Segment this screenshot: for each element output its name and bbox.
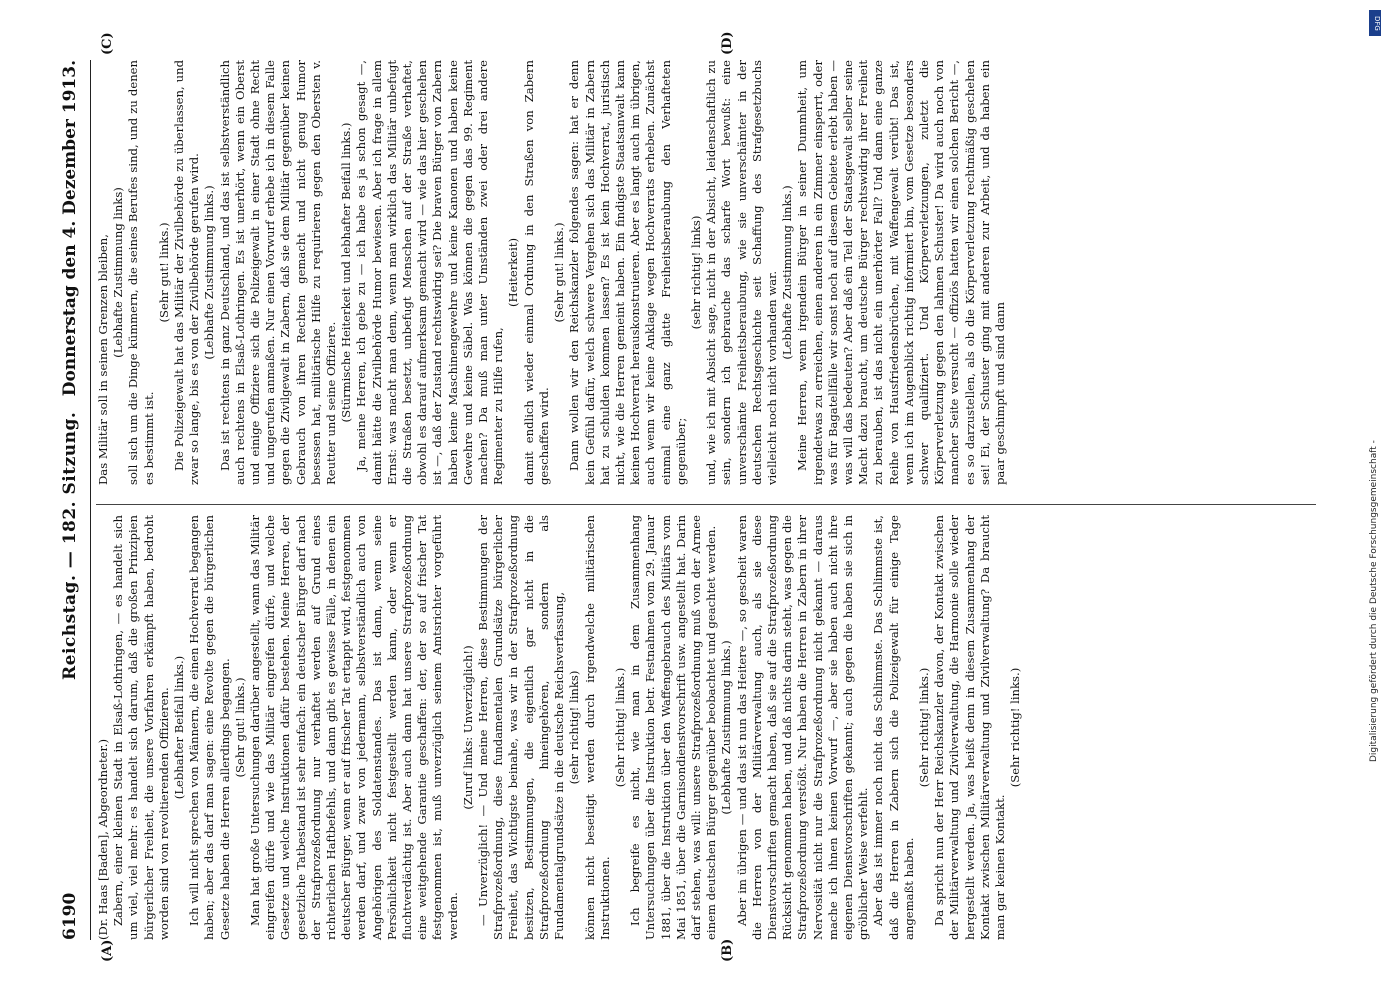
interjection: (Sehr gut! links.) — [156, 222, 171, 323]
paragraph: Da spricht nun der Herr Reichskanzler davon, der Kontakt zwischen der Militärverwaltung und Zivilverwaltung, die Harmonie solle wieder hergestellt werden. Ja, was heißt denn in diesem Zusammenhang der Kontakt zwischen Militärverwaltung und Zivilverwaltung? Da braucht man gar keinen Kontakt. — [932, 515, 1007, 940]
paragraph: Aber im übrigen — und das ist nun das Heitere —, so gescheit waren die Herren von der Militärverwaltung auch, als sie diese Dienstvorschriften gemacht haben, daß sie auf die Strafprozeßordnung Rücksicht genommen haben, und daß nichts darin steht, was gegen die Strafprozeßordnung verstößt. Nur haben die Herren in Zabern in ihrer Nervosität nicht nur die Strafprozeßordnung nicht gekannt — daraus mache ich ihnen keinen Vorwurf —, aber sie haben auch nicht ihre eigenen Dienstvorschriften gekannt; auch gegen die haben sie sich in gröblicher Weise verfehlt. — [734, 515, 871, 940]
interjection: (Stürmische Heiterkeit und lebhafter Beifall links.) — [339, 122, 354, 423]
interjection: (Sehr richtig! links.) — [1008, 667, 1023, 788]
header-rule — [90, 60, 91, 940]
interjection: (Sehr gut! links.) — [552, 222, 567, 323]
margin-marker-d: (D) — [720, 31, 735, 55]
margin-marker-b: (B) — [720, 938, 735, 962]
paragraph: Zabern, einer kleinen Stadt in Elsaß-Lothringen, — es handelt sich um viel, viel mehr: es handelt sich darum, daß die großen Prinzipien bürgerlicher Freiheit, die unsere Vorfahren erkämpft haben, bedroht worden sind von revoltierenden Offizieren. — [111, 515, 171, 940]
interjection: (Sehr gut! links.) — [232, 677, 247, 778]
interjection: (Zuruf links: Unverzüglich!) — [460, 645, 475, 810]
paragraph: soll sich um die Dinge kümmern, die seines Berufes sind, und zu denen es bestimmt ist. — [126, 60, 156, 485]
column-divider — [96, 504, 1316, 505]
interjection: (Lebhafte Zustimmung links.) — [780, 185, 795, 360]
paragraph: und, wie ich mit Absicht sage, nicht in der Absicht, leidenschaftlich zu sein, sondern ich gebrauche das scharfe Wort bewußt: eine unverschämte Freiheitsberaubung, wie sie unverschämter in der deutschen Rechtsgeschichte seit Schaffung des Strafgesetzbuchs vielleicht noch nicht vorhanden war. — [704, 60, 779, 485]
page-number: 6190 — [60, 892, 80, 940]
paragraph: Man hat große Untersuchungen darüber angestellt, wann das Militär eingreifen dürfe und wie das Militär eingreifen dürfe, und welche Gesetze und welche Instruktionen dafür bestehen. Meine Herren, der gesetzliche Tatbestand ist sehr einfach: ein deutscher Bürger darf nach der Strafprozeßordnung nur verhaftet werden auf Grund eines richterlichen Haftbefehls, und dann gibt es gewisse Fälle, in denen ein deutscher Bürger, wenn er auf frischer Tat ertappt wird, festgenommen werden darf, und zwar von jedermann, selbstverständlich auch von Angehörigen des Soldatenstandes. Das ist dann, wenn seine Persönlichkeit nicht festgestellt werden kann, oder wenn er fluchtverdächtig ist. Aber auch dann hat unsere Strafprozeßordnung eine weitgehende Garantie geschaffen: der, der so auf frischer Tat festgenommen ist, muß unverzüglich seinem Amtsrichter vorgeführt werden. — [248, 515, 460, 940]
margin-marker-c: (C) — [100, 32, 115, 55]
paragraph: Das ist rechtens in ganz Deutschland, und das ist selbstverständlich auch rechtens in Elsaß-Lothringen. Es ist unerhört, wenn ein Oberst und einige Offiziere sich die Polizeigewalt in einer Stadt ohne Recht und ungerufen anmaßen. Nur einen Vorwurf erhebe ich in diesem Falle gegen die Zivilgewalt in Zabern, daß sie dem Militär gegenüber keinen Gebrauch von ihren Rechten gemacht und nicht genug Humor besessen hat, militärische Hilfe zu requirieren gegen den Obersten v. Reutter und seine Offiziere. — [217, 60, 339, 485]
paragraph: Ja, meine Herren, ich gebe zu — ich habe es ja schon gesagt —, damit hätte die Zivilbehörde Humor bewiesen. Aber ich frage in allem Ernst: was macht man denn, wenn man wirklich das Militär unbefugt die Straßen besetzt, unbefugt Menschen auf der Straße verhaftet, obwohl es darauf aufmerksam gemacht wird — wie das hier geschehen ist —, daß der Zustand rechtswidrig sei? Die braven Bürger von Zabern haben keine Maschinengewehre und keine Kanonen und haben keine Gewehre und keine Säbel. Was können die gegen das 99. Regiment machen? Da muß man unter Umständen zwei oder drei andere Regimenter zu Hilfe rufen, — [354, 60, 506, 485]
interjection: (sehr richtig! links) — [688, 215, 703, 330]
credit-text: Digitalisierung gefördert durch die Deutsche Forschungsgemeinschaft - — [1369, 440, 1379, 762]
interjection: (Sehr richtig! links.) — [916, 667, 931, 788]
interjection: (Lebhafte Zustimmung links) — [111, 187, 126, 358]
paragraph: Aber das ist immer noch nicht das Schlimmste. Das Schlimmste ist, daß die Herren in Zabern sich die Polizeigewalt für einige Tage angemaßt haben. — [871, 515, 916, 940]
interjection: (Sehr richtig! links.) — [612, 667, 627, 788]
paragraph: Ich begreife es nicht, wie man in dem Zusammenhang Untersuchungen über die Instruktion betr. Festnahmen vom 29. Januar 1881, über die Instruktion über den Waffengebrauch des Militärs vom Mai 1851, über die Garnisondienstvorschrift usw. angestellt hat. Darin darf stehen, was will: unsere Strafprozeßordnung muß von der Armee einem deutschen Bürger gegenüber beobachtet und geachtet werden. — [628, 515, 719, 940]
paragraph: Meine Herren, wenn irgendein Bürger in seiner Dummheit, um irgendetwas zu erreichen, einen anderen in ein Zimmer einsperrt, oder was für Bagatellfälle wir sonst noch auf diesem Gebiete erlebt haben — was will das bedeuten? Aber daß ein Teil der Staatsgewalt selber seine Macht dazu braucht, um deutsche Bürger rechtswidrig ihrer Freiheit zu berauben, ist das nicht ein unerhörter Fall? Und dann eine ganze Reihe von Hausfriedensbrüchen, mit Waffengewalt verübt! Das ist, wenn ich im Augenblick richtig informiert bin, vom Gesetze besonders schwer qualifiziert. Und Körperverletzungen, zuletzt die Körperverletzung gegen den lahmen Schuster! Da wird auch noch von mancher Seite versucht — offiziös hatten wir einen solchen Bericht —, es so darzustellen, als ob die Körperverletzung rechtmäßig geschehen sei! Ei, der Schuster ging mit anderen zur Arbeit, und da haben ein paar geschimpft und sind dann — [795, 60, 1007, 485]
interjection: (Lebhafter Beifall links.) — [172, 655, 187, 800]
interjection: (sehr richtig! links) — [567, 670, 582, 785]
interjection: (Heiterkeit) — [506, 237, 521, 308]
dfg-credit — [1369, 10, 1381, 770]
paragraph: Dann wollen wir den Reichskanzler folgendes sagen: hat er denn kein Gefühl dafür, welch schwere Vergehen sich das Militär in Zabern hat zu schulden kommen lassen? Es ist kein Hochverrat, juristisch nicht, wie die Herren gemeint haben. Ein findigste Staatsanwalt kann keinen Hochverrat herauskonstruieren. Aber es langt auch im übrigen, auch wenn wir keine Anklage wegen Hochverrats erheben. Zunächst einmal eine ganz glatte Freiheitsberaubung den Verhafteten gegenüber; — [567, 60, 688, 485]
paragraph: damit endlich wieder einmal Ordnung in den Straßen von Zabern geschaffen wird. — [521, 60, 551, 485]
interjection: (Lebhafte Zustimmung links.) — [719, 640, 734, 815]
interjection: (Lebhafte Zustimmung links.) — [202, 185, 217, 360]
paragraph: Ich will nicht sprechen von Männern, die einen Hochverrat begangen haben; aber das darf man sagen: eine Revolte gegen die bürgerlichen Gesetze haben die Herren allerdings begangen. — [187, 515, 232, 940]
right-column — [96, 60, 1008, 485]
page-header — [60, 60, 86, 940]
paragraph: (Dr. Haas [Baden], Abgeordneter.) — [96, 739, 110, 940]
left-column — [96, 515, 1023, 940]
dfg-logo: DFG — [1369, 10, 1381, 36]
margin-marker-a: (A) — [100, 939, 115, 962]
paragraph: Das Militär soll in seinen Grenzen bleiben, — [96, 234, 110, 485]
paragraph: können nicht beseitigt werden durch irgendwelche militärischen Instruktionen. — [582, 515, 612, 940]
paragraph: Die Polizeigewalt hat das Militär der Zivilbehörde zu überlassen, und zwar so lange, bis es von der Zivilbehörde gerufen wird. — [172, 60, 202, 485]
paragraph: — Unverzüglich! — Und meine Herren, diese Bestimmungen der Strafprozeßordnung, diese fundamentalen Grundsätze bürgerlicher Freiheit, das Wichtigste beinahe, was wir in der Strafprozeßordnung besitzen, Bestimmungen, die eigentlich gar nicht in die Strafprozeßordnung hineingehören, sondern als Fundamentalgrundsätze in die deutsche Reichsverfassung, — [476, 515, 567, 940]
page-title: Reichstag. — 182. Sitzung. — [60, 411, 80, 680]
session-date: Donnerstag den 4. Dezember 1913. — [60, 60, 80, 397]
